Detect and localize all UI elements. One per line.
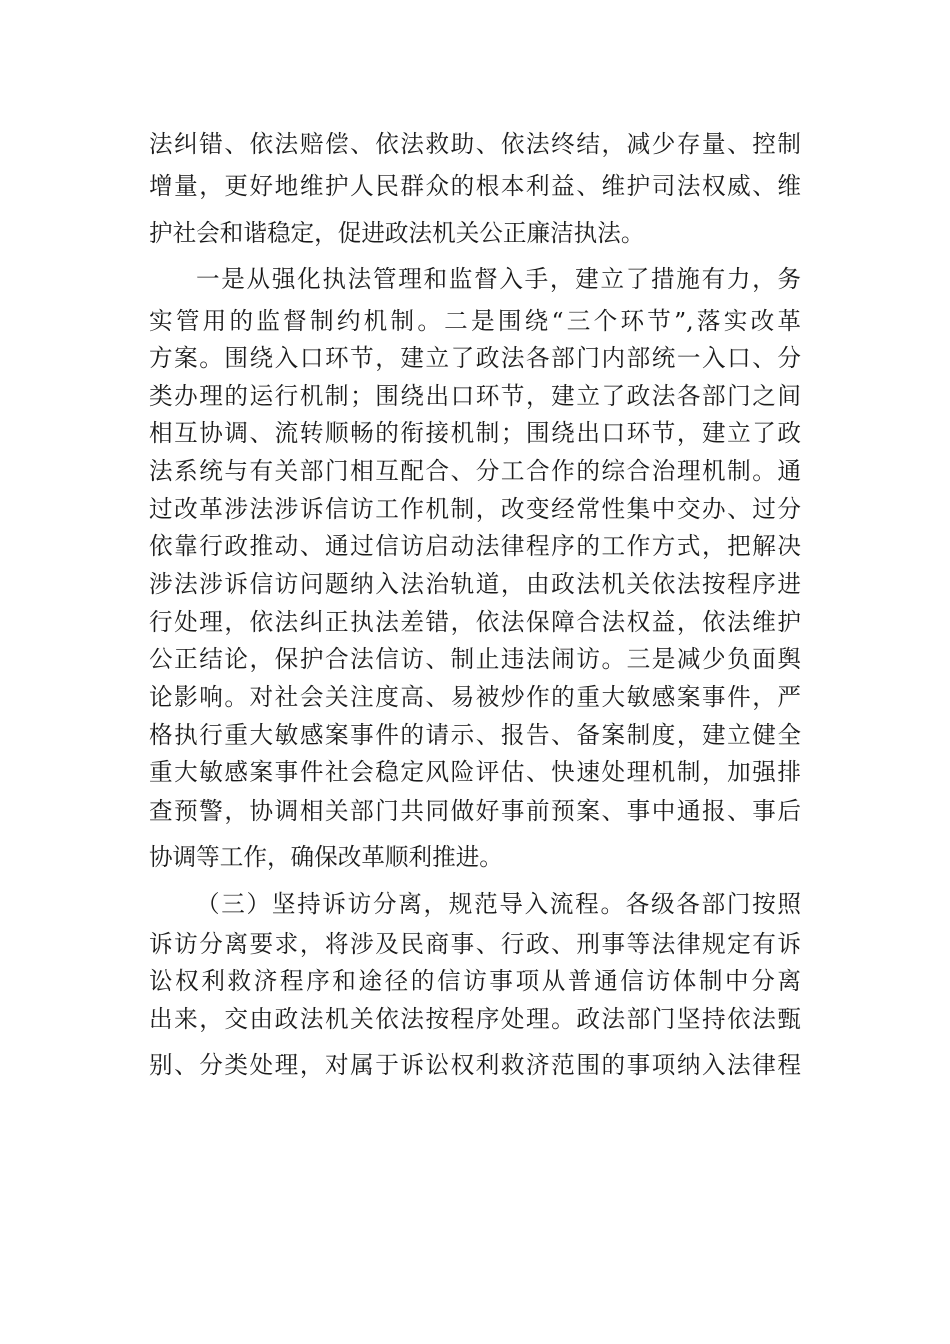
text-line: 查预警，协调相关部门共同做好事前预案、事中通报、事后 — [149, 797, 801, 825]
text-line: 护社会和谐稳定，促进政法机关公正廉洁执法。 — [149, 219, 645, 247]
text-line: 过改革涉法涉诉信访工作机制，改变经常性集中交办、过分 — [149, 495, 801, 523]
text-line: 行处理，依法纠正执法差错，依法保障合法权益，依法维护 — [149, 608, 801, 636]
text-line: 诉访分离要求，将涉及民商事、行政、刑事等法律规定有诉 — [149, 930, 801, 958]
text-line: 实管用的监督制约机制。二是围绕“三个环节”,落实改革 — [149, 307, 801, 335]
text-line: 论影响。对社会关注度高、易被炒作的重大敏感案事件，严 — [149, 683, 801, 711]
text-line: 格执行重大敏感案事件的请示、报告、备案制度，建立健全 — [149, 721, 801, 749]
text-line: 依靠行政推动、通过信访启动法律程序的工作方式，把解决 — [149, 532, 801, 560]
text-line: 法纠错、依法赔偿、依法救助、依法终结，减少存量、控制 — [149, 130, 801, 158]
text-line: 别、分类处理，对属于诉讼权利救济范围的事项纳入法律程 — [149, 1051, 801, 1079]
text-line: 法系统与有关部门相互配合、分工合作的综合治理机制。通 — [149, 457, 801, 485]
text-line: 增量，更好地维护人民群众的根本利益、维护司法权威、维 — [149, 172, 801, 200]
text-line: 出来，交由政法机关依法按程序处理。政法部门坚持依法甄 — [149, 1005, 801, 1033]
text-line: 讼权利救济程序和途径的信访事项从普通信访体制中分离 — [149, 967, 801, 995]
text-line: 重大敏感案事件社会稳定风险评估、快速处理机制，加强排 — [149, 758, 801, 786]
text-line: 类办理的运行机制；围绕出口环节，建立了政法各部门之间 — [149, 382, 801, 410]
text-line: 涉法涉诉信访问题纳入法治轨道，由政法机关依法按程序进 — [149, 570, 801, 598]
text-line: 相互协调、流转顺畅的衔接机制；围绕出口环节，建立了政 — [149, 419, 801, 447]
text-line: 协调等工作，确保改革顺利推进。 — [149, 843, 503, 871]
text-line: 方案。围绕入口环节，建立了政法各部门内部统一入口、分 — [149, 344, 801, 372]
text-line: 公正结论，保护合法信访、制止违法闹访。三是减少负面舆 — [149, 645, 801, 673]
text-line: （三）坚持诉访分离，规范导入流程。各级各部门按照 — [196, 890, 801, 918]
text-line: 一是从强化执法管理和监督入手，建立了措施有力，务 — [196, 265, 801, 293]
